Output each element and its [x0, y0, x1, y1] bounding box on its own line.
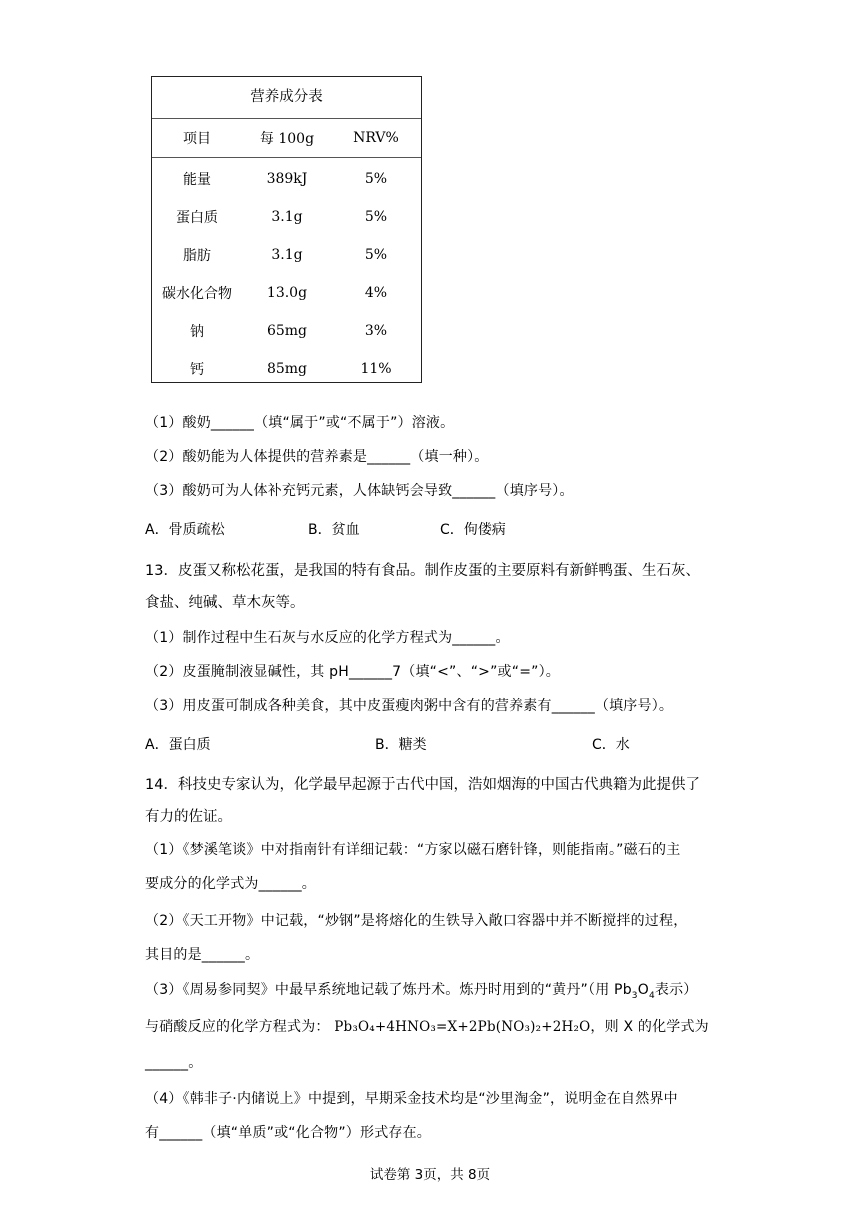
q14-sub3-text-post: 表示）: [654, 982, 698, 998]
cell-amount: 85mg: [266, 361, 308, 377]
nutrition-table: [151, 76, 422, 383]
q14-sub3-text-o: O: [637, 982, 649, 998]
table-row: [152, 274, 421, 312]
q13-sub3: （3）用皮蛋可制成各种美食，其中皮蛋瘦肉粥中含有的营养素有______（填序号）。: [145, 698, 674, 714]
table-row: [152, 160, 421, 198]
q14-sub3-line2: [145, 1016, 709, 1036]
q14-sub3-line3: ______。: [145, 1055, 203, 1071]
table-row: [152, 198, 421, 236]
q14-sub2-line2: 其目的是______。: [145, 947, 260, 963]
q14-sub4-line2: 有______（填“单质”或“化合物”）形式存在。: [145, 1125, 432, 1141]
q14-stem-line1: 14．科技史专家认为，化学最早起源于古代中国，浩如烟海的中国古代典籍为此提供了: [145, 777, 700, 793]
cell-nrv: 11%: [360, 361, 392, 377]
cell-item: 能量: [183, 172, 211, 188]
q12-option-c: C．佝偻病: [440, 522, 506, 538]
cell-item: 碳水化合物: [162, 286, 232, 302]
cell-item: 蛋白质: [176, 210, 218, 226]
q12-sub3: （3）酸奶可为人体补充钙元素，人体缺钙会导致______（填序号）。: [145, 483, 574, 499]
header-per100g: 每 100g: [259, 131, 315, 147]
table-header: [152, 119, 421, 158]
q13-sub1: （1）制作过程中生石灰与水反应的化学方程式为______。: [145, 630, 510, 646]
cell-nrv: 4%: [364, 285, 388, 301]
cell-amount: 3.1g: [271, 209, 303, 225]
cell-nrv: 5%: [364, 247, 388, 263]
q13-option-b: B．糖类: [375, 737, 427, 753]
q13-option-a: A．蛋白质: [145, 737, 211, 753]
q12-option-b: B．贫血: [308, 522, 360, 538]
cell-item: 钙: [190, 362, 204, 378]
q14-sub1-line2: 要成分的化学式为______。: [145, 876, 316, 892]
header-item: 项目: [183, 131, 211, 147]
cell-amount: 3.1g: [271, 247, 303, 263]
cell-nrv: 3%: [364, 323, 388, 339]
chemical-equation: Pb₃O₄+4HNO₃=X+2Pb(NO₃)₂+2H₂O: [334, 1019, 591, 1035]
cell-amount: 13.0g: [266, 285, 308, 301]
q14-stem-line2: 有力的佐证。: [145, 809, 232, 825]
cell-amount: 389kJ: [266, 171, 308, 187]
q14-sub3-eq-post: ，则 X 的化学式为: [590, 1019, 709, 1035]
q14-sub3-eq-intro: 与硝酸反应的化学方程式为：: [145, 1019, 330, 1035]
page-footer: 试卷第 3页，共 8页: [369, 1167, 491, 1183]
cell-nrv: 5%: [364, 171, 388, 187]
q13-stem-line2: 食盐、纯碱、草木灰等。: [145, 595, 305, 611]
q12-sub1: （1）酸奶______（填“属于”或“不属于”）溶液。: [145, 415, 455, 431]
table-title: 营养成分表: [152, 77, 421, 119]
cell-nrv: 5%: [364, 209, 388, 225]
q13-stem-line1: 13．皮蛋又称松花蛋，是我国的特有食品。制作皮蛋的主要原料有新鲜鸭蛋、生石灰、: [145, 563, 700, 579]
cell-item: 钠: [190, 324, 204, 340]
q12-option-a: A．骨质疏松: [145, 522, 225, 538]
table-row: [152, 312, 421, 350]
table-row: [152, 350, 421, 388]
cell-item: 脂肪: [183, 248, 211, 264]
header-nrv: NRV%: [353, 130, 399, 146]
q13-sub2: （2）皮蛋腌制液显碱性，其 pH______7（填“<”、“>”或“=”）。: [145, 664, 560, 680]
q14-sub2-line1: （2）《天工开物》中记载，“炒钢”是将熔化的生铁导入敞口容器中并不断搅拌的过程，: [145, 913, 688, 929]
subscript: 3: [631, 990, 638, 1001]
subscript: 4: [648, 990, 655, 1001]
q14-sub1-line1: （1）《梦溪笔谈》中对指南针有详细记载：“方家以磁石磨针锋，则能指南。”磁石的主: [145, 842, 681, 858]
cell-amount: 65mg: [266, 323, 308, 339]
q14-sub4-line1: （4）《韩非子·内储说上》中提到，早期采金技术均是“沙里淘金”，说明金在自然界中: [145, 1091, 678, 1107]
table-row: [152, 236, 421, 274]
q12-sub2: （2）酸奶能为人体提供的营养素是______（填一种）。: [145, 449, 489, 465]
q13-option-c: C．水: [592, 737, 630, 753]
q14-sub3-line1: [145, 979, 698, 1001]
q14-sub3-text-pre: （3）《周易参同契》中最早系统地记载了炼丹术。炼丹时用到的“黄丹”（用 Pb: [145, 982, 632, 998]
